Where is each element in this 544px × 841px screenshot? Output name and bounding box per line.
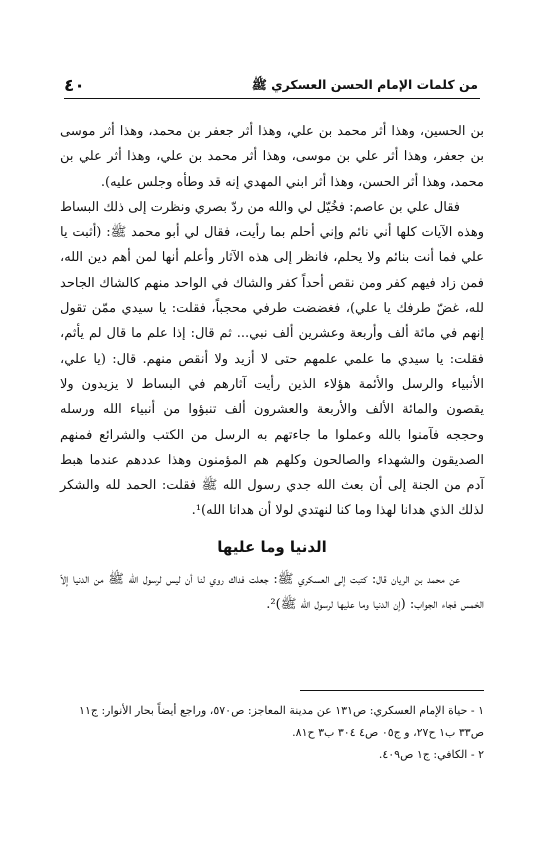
- paragraph-3: عن محمد بن الريان قال: كتبت إلى العسكري ﷺ: جعلت فداك روي لنا أن ليس لرسول الله ﷺ من الدنيا إلاّ الخمس فجاء الجواب: (إن الدنيا وما عليها لرسول الله ﷺ)².: [60, 572, 484, 613]
- footnote-2: ٢ - الكافي: ج١ ص٤٠٩.: [378, 748, 484, 761]
- paragraph-2: فقال علي بن عاصم: فخُيّل لي والله من ردّ بصري ونظرت إلى ذلك البساط وهذه الآيات كلها أني نائم وإني أحلم بما رأيت، فقال لي أبو محمد ﷺ: (أثبت يا علي فما أنت بنائم ولا يحلم، فانظر إلى هذه الآثار وأعلم أنها لمن أهم دين الله، فمن زاد فيهم كفر ومن نقص أحداً كفر والشاك في الواحد منهم كالشاك الجاحد لله، غضّ طرفك يا علي)، فغضضت طرفي محجباً، فقلت: يا سيدي ممّن تقول إنهم في مائة ألف وأربعة وعشرين ألف نبي... ثم قال: إذا علم ما قال لم يأثم، فقلت: يا سيدي ما علمي علمهم حتى لا أزيد ولا أنقص منهم. قال: (يا علي، الأنبياء والرسل والأئمة هؤلاء الذين رأيت آثارهم في البساط لا يزيدون ولا يقصون والمائة الألف والأربعة والعشرون ألف تنبؤوا من أنبياء الله ورسله وحججه فآمنوا بالله وعملوا ما جاءتهم به الرسل من الكتب والشرائع فمنهم الصديقون والشهداء والصالحون وكلهم هم المؤمنون وهذا عددهم عندما هبط آدم من الجنة إلى أن بعث الله جدي رسول الله ﷺ فقلت: الحمد لله والشكر لذلك الذي هدانا لهذا وما كنا لنهتدي لولا أن هدانا الله)¹.: [60, 199, 484, 519]
- running-header: [64, 76, 480, 99]
- footnotes: [60, 700, 484, 766]
- footnote-1: ١ - حياة الإمام العسكري: ص١٣١ عن مدينة المعاجز: ص٥٧٠، وراجع أيضاً بحار الأنوار: ج١١ ص٣٣ ب١ ح٢٧، و ج٠٥ ص٤ ٣٠٤ ب٣ ح٨١.: [79, 704, 484, 739]
- page-number: ٤٠: [64, 76, 85, 96]
- paragraph-1: بن الحسين، وهذا أثر محمد بن علي، وهذا أثر جعفر بن محمد، وهذا أثر موسى بن جعفر، وهذا أثر علي بن موسى، وهذا أثر محمد بن علي، وهذا أثر علي بن محمد، وهذا أثر الحسن، وهذا أثر ابني المهدي إنه قد وطأه وجلس عليه).: [60, 124, 484, 190]
- section-title: الدنيا وما عليها: [217, 537, 327, 556]
- footnote-divider: [300, 690, 484, 691]
- running-title: من كلمات الإمام الحسن العسكري ﷺ: [251, 77, 478, 92]
- body-text: [60, 119, 484, 618]
